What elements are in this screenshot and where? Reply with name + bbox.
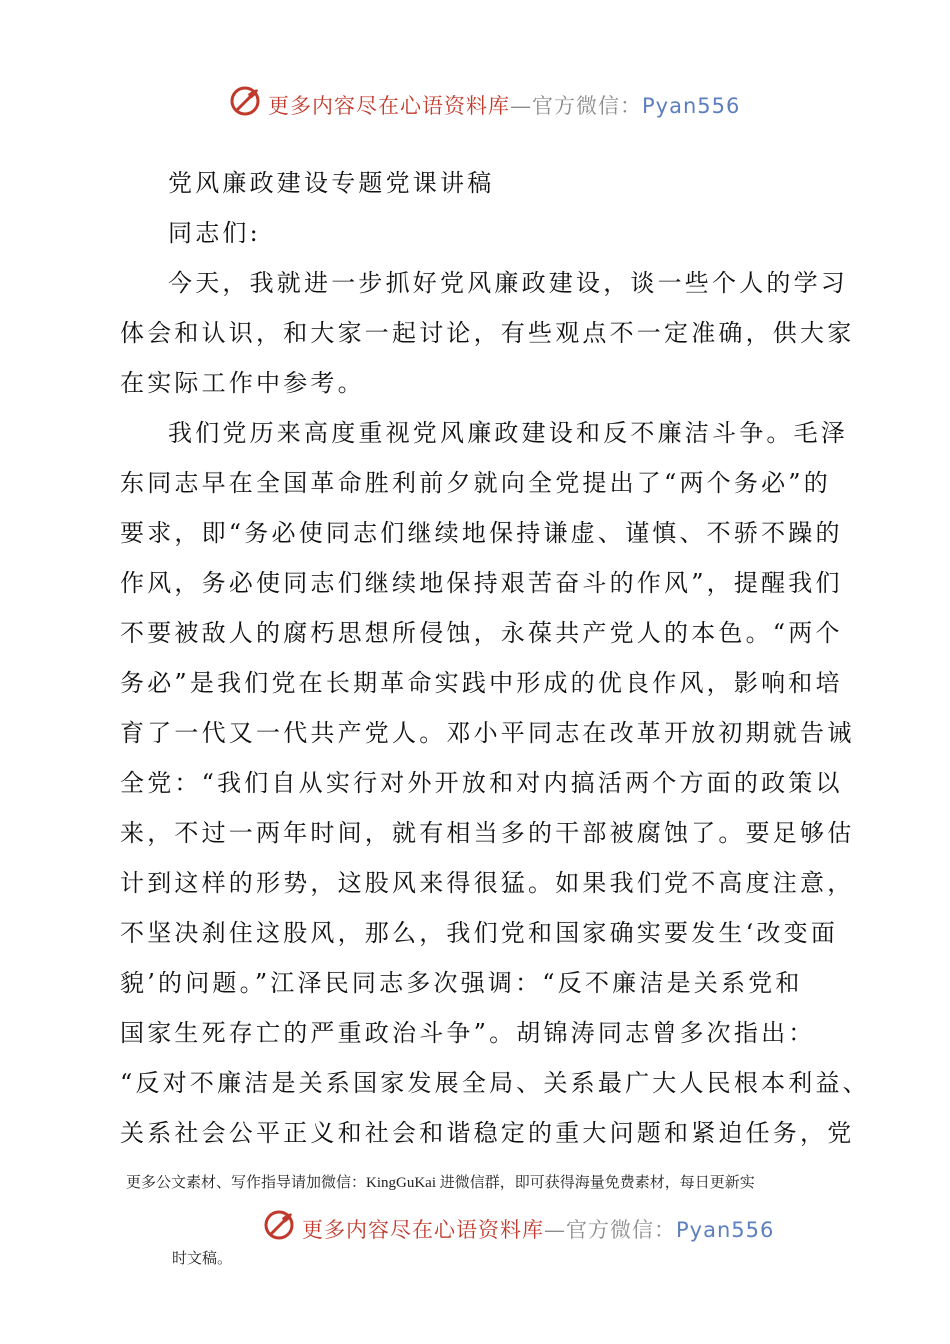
banner-text: 更多内容尽在心语资料库—官方微信：Pyan556 (302, 1218, 775, 1242)
text-line: 不要被敌人的腐朽思想所侵蚀，永葆共产党人的本色。“两个 (120, 619, 843, 647)
quill-logo-icon (262, 1208, 296, 1242)
footer-note-continued: 时文稿。 (172, 1251, 233, 1267)
text-line: 来，不过一两年时间，就有相当多的干部被腐蚀了。要足够估 (120, 819, 855, 847)
text-line: 体会和认识，和大家一起讨论，有些观点不一定准确，供大家 (120, 319, 855, 347)
document-title: 党风廉政建设专题党课讲稿 (168, 169, 495, 197)
text-line: 貌’的问题。”江泽民同志多次强调：“反不廉洁是关系党和 (120, 969, 803, 997)
text-line: 不坚决刹住这股风，那么，我们党和国家确实要发生‘改变面 (120, 919, 839, 947)
footer-note: 更多公文素材、写作指导请加微信：KingGuKai 进微信群，即可获得海量免费素材，每日更新实 (126, 1175, 755, 1191)
footer-banner (0, 1208, 950, 1248)
text-line: 我们党历来高度重视党风廉政建设和反不廉洁斗争。毛泽 (168, 419, 848, 447)
text-line: 全党：“我们自从实行对外开放和对内搞活两个方面的政策以 (120, 769, 843, 797)
text-line: 作风，务必使同志们继续地保持艰苦奋斗的作风”，提醒我们 (120, 569, 843, 597)
text-line: 在实际工作中参考。 (120, 369, 365, 397)
text-line: 务必”是我们党在长期革命实践中形成的优良作风，影响和培 (120, 669, 843, 697)
banner-text: 更多内容尽在心语资料库—官方微信：Pyan556 (268, 94, 741, 118)
text-line: 要求，即“务必使同志们继续地保持谦虚、谨慎、不骄不躁的 (120, 519, 843, 547)
text-line: 东同志早在全国革命胜利前夕就向全党提出了“两个务必”的 (120, 469, 831, 497)
greeting: 同志们: (168, 219, 261, 247)
text-line: 育了一代又一代共产党人。邓小平同志在改革开放初期就告诫 (120, 719, 855, 747)
text-line: “反对不廉洁是关系国家发展全局、关系最广大人民根本利益、 (120, 1069, 870, 1097)
header-banner (0, 84, 950, 124)
text-line: 国家生死存亡的严重政治斗争”。胡锦涛同志曾多次指出： (120, 1019, 816, 1047)
quill-logo-icon (228, 84, 262, 118)
text-line: 计到这样的形势，这股风来得很猛。如果我们党不高度注意， (120, 869, 855, 897)
document-body (120, 158, 870, 1158)
text-line: 关系社会公平正义和社会和谐稳定的重大问题和紧迫任务，党 (120, 1119, 855, 1147)
text-line: 今天，我就进一步抓好党风廉政建设，谈一些个人的学习 (168, 269, 848, 297)
